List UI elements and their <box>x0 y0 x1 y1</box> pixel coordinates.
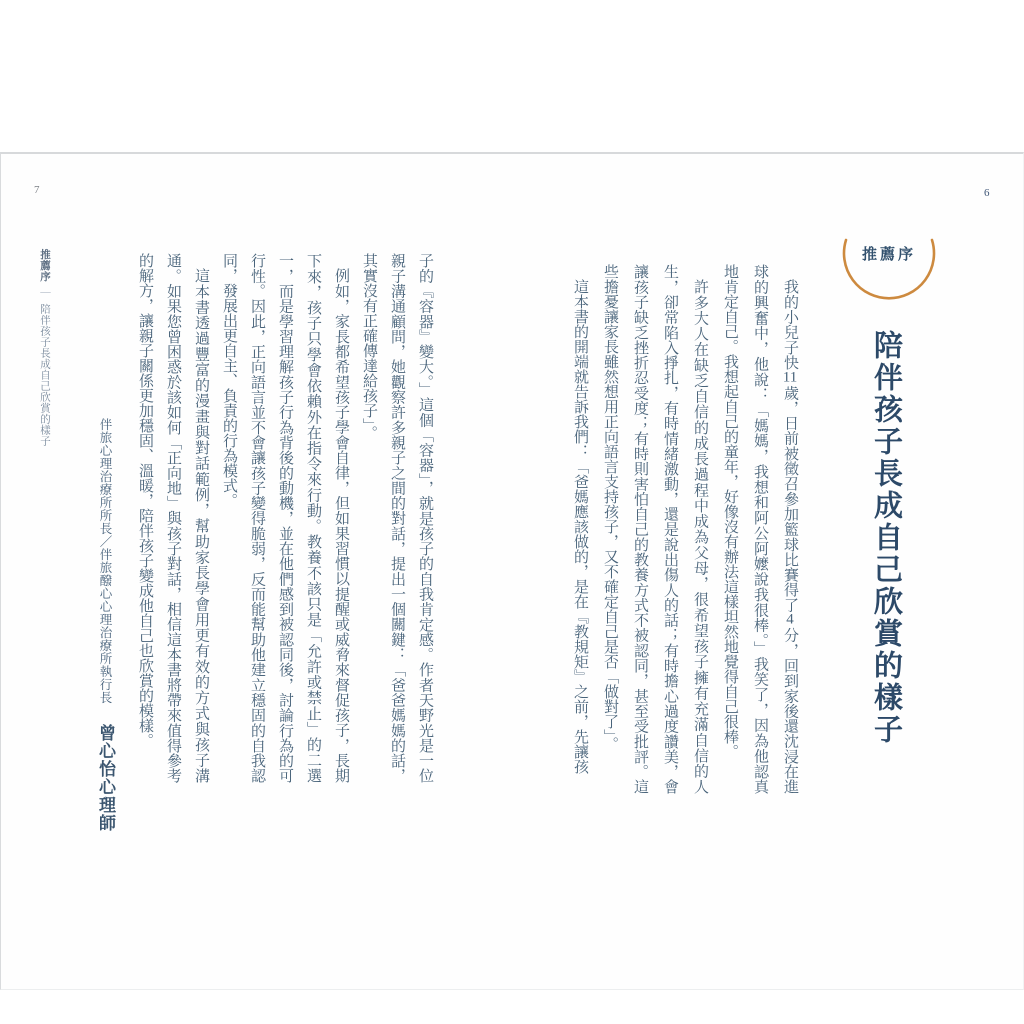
signature-titles: 伴旅心理治療所所長／伴旅醱心心理治療所執行長 <box>98 418 112 704</box>
chapter-title: 陪伴孩子長成自己欣賞的樣子 <box>870 330 902 746</box>
signature-block <box>93 418 118 1024</box>
paragraph: 例如，家長都希望孩子學會自律，但如果習慣以提醒或威脅來督促孩子，長期下來，孩子只學會依賴外在指令來行動。教養不該只是「允許或禁止」的二選一，而是學習理解孩子行為背後的動機，並在他們感到被認同後，討論行為的可行性。因此，正向語言並不會讓孩子變得脆弱，反而能幫助他建立穩固的自我認同，發展出更自主、負責的行為模式。 <box>221 253 349 783</box>
paragraph: 我的小兒子快11歲，日前被徵召參加籃球比賽得了4分，回到家後還沈浸在進球的興奮中，他說：「媽媽，我想和阿公阿嬤說我很棒。」我笑了，因為他認真地肯定自己。我想起自己的童年，好像沒有辦法這樣坦然地覺得自己很棒。 <box>722 264 798 794</box>
section-badge-label: 推薦序 <box>861 247 916 263</box>
paragraph: 許多大人在缺乏自信的成長過程中成為父母，很希望孩子擁有充滿自信的人生，卻常陷入掙扎，有時情緒激動，還是說出傷人的話；有時擔心過度讚美，會讓孩子缺乏挫折忍受度；有時則害怕自己的教養方式不被認同，甚至受批評。這些擔憂讓家長雖然想用正向語言支持孩子，又不確定自己是否「做對了」。 <box>602 264 708 794</box>
section-badge <box>841 226 937 308</box>
paragraph: 這本書的開端就告訴我們：「爸媽應該做的，是在『教規矩』之前，先讓孩 <box>572 279 588 774</box>
book-spread <box>0 152 1024 990</box>
signature-name: 曾心怡心理師 <box>96 723 115 832</box>
paragraph: 這本書透過豐富的漫畫與對話範例，幫助家長學會用更有效的方式與孩子溝通。如果您曾困惑於該如何「正向地」與孩子對話，相信這本書將帶來值得參考的解方，讓親子關係更加穩固、溫暖，陪伴孩子變成他自己也欣賞的模樣。 <box>137 253 209 783</box>
page-number-right: 6 <box>984 187 990 199</box>
page-number-left: 7 <box>34 184 40 196</box>
body-text-left-page <box>129 253 439 783</box>
running-header <box>37 249 52 509</box>
running-header-title: 陪伴孩子長成自己欣賞的樣子 <box>39 303 50 447</box>
badge-arc-icon <box>841 226 937 308</box>
paragraph: 子的『容器』變大。」這個「容器」，就是孩子的自我肯定感。作者天野光是一位親子溝通顧問，她觀察許多親子之間的對話，提出一個關鍵：「爸爸媽媽的話，其實沒有正確傳達給孩子」。 <box>361 253 433 783</box>
running-header-separator: ｜ <box>39 287 50 299</box>
body-text-right-page <box>563 264 805 794</box>
running-header-section: 推薦序 <box>39 249 50 282</box>
